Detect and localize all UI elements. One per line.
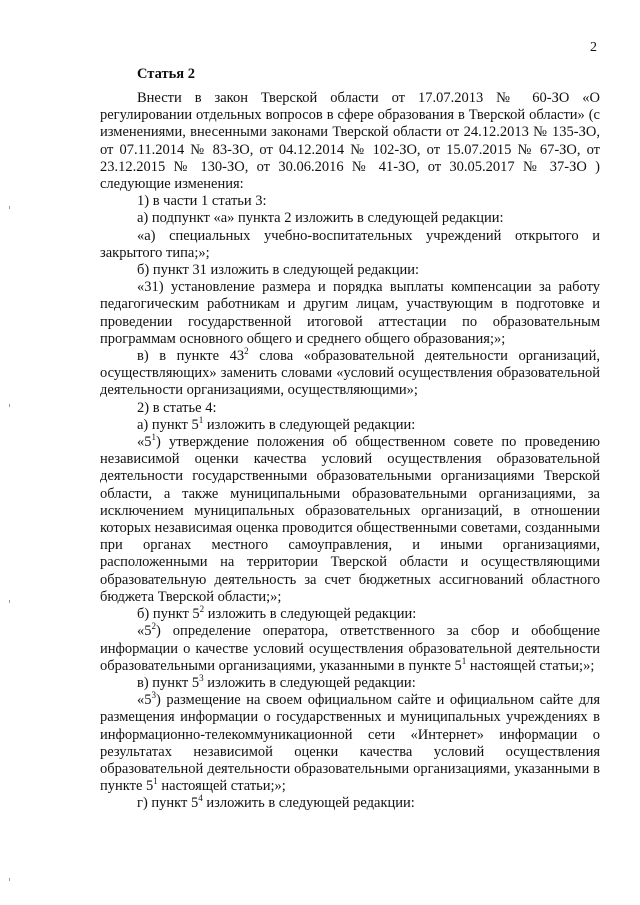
scan-margin-mark	[9, 206, 10, 209]
scan-margin-mark	[9, 600, 10, 603]
paragraph-item-v: в) в пункте $43^2$ слова «образовательной деятельности организаций, осуществляющих» заменить словами «условий осуществления образовательной деятельности организациями, осуществляющими»;	[100, 346, 600, 399]
paragraph-part-1: 1) в части 1 статьи 3:	[137, 193, 267, 210]
page-number: 2	[590, 40, 597, 55]
scan-margin-mark	[9, 878, 10, 881]
paragraph-item-5-4: г) пункт $5^4$ изложить в следующей редакции:	[137, 793, 415, 812]
paragraph-item-a: а) подпункт «а» пункта 2 изложить в следующей редакции:	[137, 210, 504, 227]
paragraph-item-5-3-text: «$5^3$) размещение на своем официальном сайте и официальном сайте для размещения информации о государственных и муниципальных учреждениях в информационно-телекоммуникационной сети «Интернет» информации о результатах независимой оценки качества условий осуществления образовательной деятельности образовательными организациями, указанными в пункте $5^1$ настоящей статьи;»;	[100, 690, 600, 795]
paragraph-item-b-text: «31) установление размера и порядка выплаты компенсации за работу педагогическим работникам и другим лицам, участвующим в подготовке и проведении государственной итоговой аттестации по образовательным программам основного общего и среднего общего образования;»;	[100, 279, 600, 347]
paragraph-item-a-text: «а) специальных учебно-воспитательных учреждений открытого и закрытого типа;»;	[100, 227, 600, 261]
article-title: Статья 2	[137, 66, 195, 82]
paragraph-part-2: 2) в статье 4:	[137, 399, 217, 416]
paragraph-item-5-1-text: «$5^1$) утверждение положения об общественном совете по проведению независимой оценки качества условий осуществления образовательной деятельности государственными образовательными организациями Тверской области, а также муниципальными образовательными организациями, за исключением муниципальных образовательных организаций, в отношении которых независимая оценка проводится общественными советами, созданными при органах местного самоуправления, и иными организациями, расположенными на территории Тверской области и осуществляющими образовательную деятельность за счет бюджетных ассигнований областного бюджета Тверской области;»;	[100, 432, 600, 605]
article-body	[100, 90, 600, 813]
paragraph-item-5-1: а) пункт $5^1$ изложить в следующей редакции:	[137, 415, 416, 433]
paragraph-item-5-2-text: «$5^2$) определение оператора, ответственного за сбор и обобщение информации о качестве условий осуществления образовательной деятельности образовательными организациями, указанными в пункте $5^1$ настоящей статьи;»;	[100, 621, 600, 674]
scan-margin-mark	[9, 404, 10, 407]
paragraph-intro: Внести в закон Тверской области от 17.07.2013 № 60-ЗО «О регулировании отдельных вопросов в сфере образования в Тверской области» (с изменениями, внесенными законами Тверской области от 24.12.2013 № 135-ЗО, от 07.11.2014 № 83-ЗО, от 04.12.2014 № 102-ЗО, от 15.07.2015 № 67-ЗО, от 23.12.2015 № 130-ЗО, от 30.06.2016 № 41-ЗО, от 30.05.2017 № 37-ЗО ) следующие изменения:	[100, 90, 600, 193]
paragraph-item-5-2: б) пункт $5^2$ изложить в следующей редакции:	[137, 604, 417, 623]
paragraph-item-b: б) пункт 31 изложить в следующей редакции:	[137, 262, 419, 279]
paragraph-item-5-3: в) пункт $5^3$ изложить в следующей редакции:	[137, 673, 416, 691]
